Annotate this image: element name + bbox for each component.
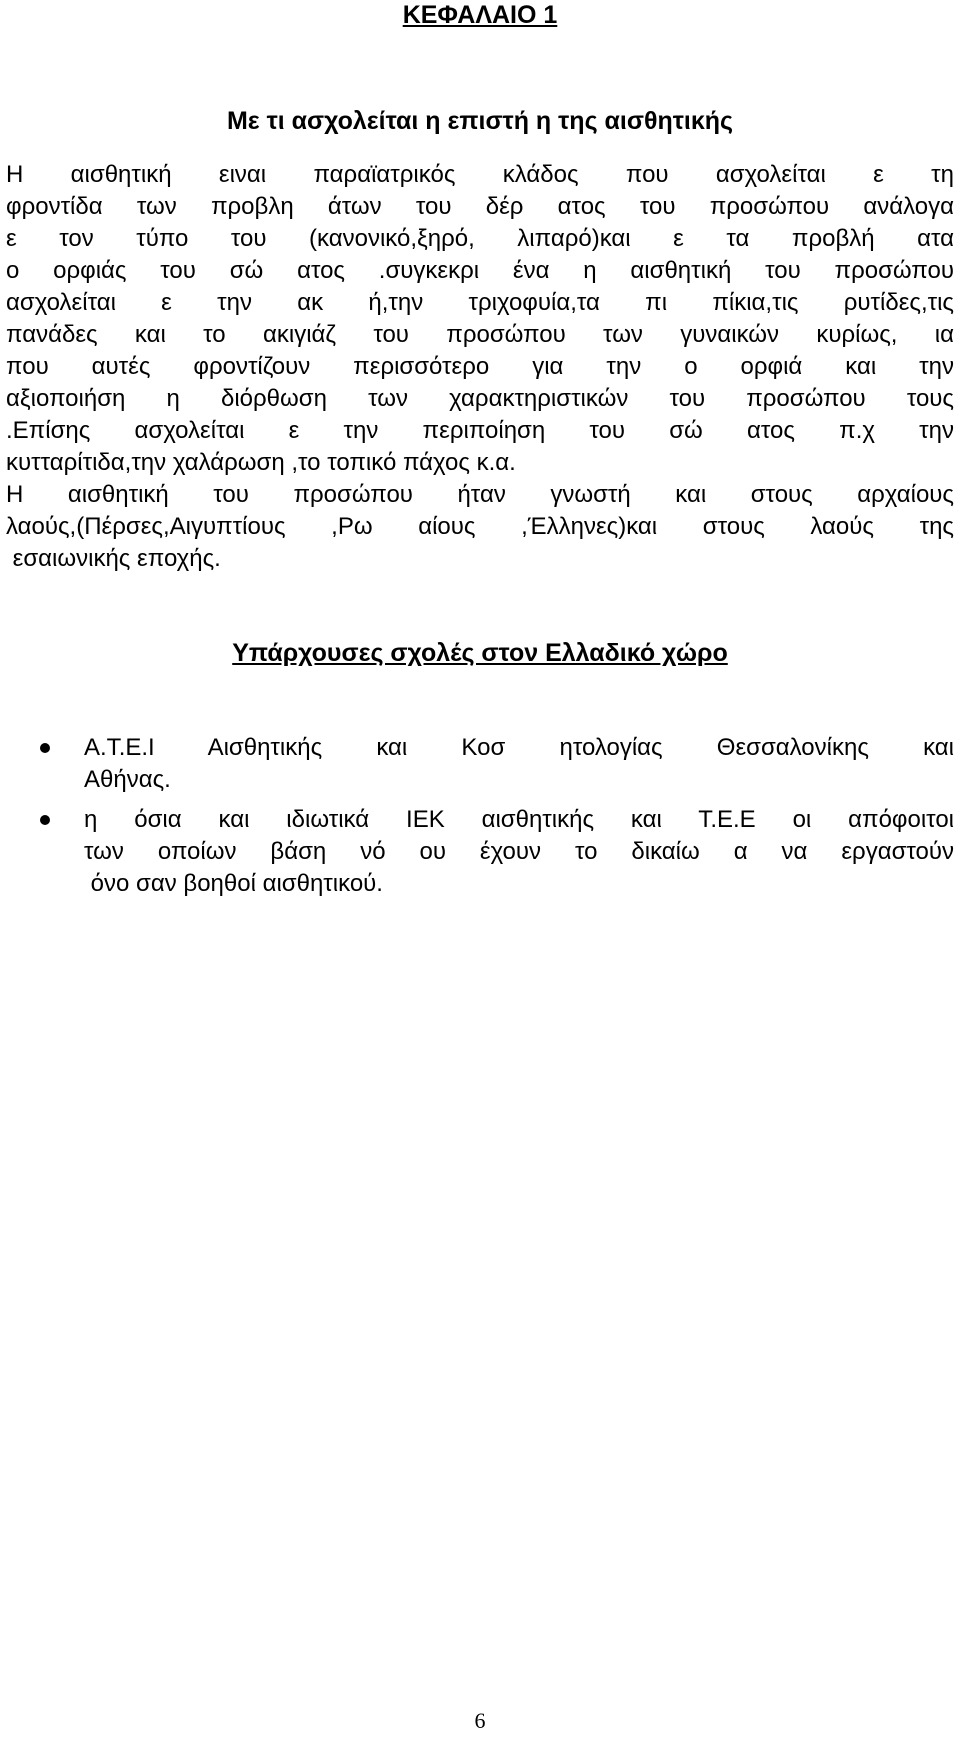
section-title: Με τι ασχολείται η επιστή η της αισθητικής <box>226 107 734 135</box>
paragraph-line: .Επίσης ασχολείται ε την περιποίηση του σώ ατος π.χ την <box>6 417 954 444</box>
list-item-line: η όσια και ιδιωτικά ΙΕΚ αισθητικής και Τ.Ε.Ε οι απόφοιτοι <box>84 806 954 833</box>
chapter-title: ΚΕΦΑΛΑΙΟ 1 <box>402 1 558 29</box>
paragraph-line: λαούς,(Πέρσες,Αιγυπτίους ,Ρω αίους ,Έλληνες)και στους λαούς της <box>6 513 954 540</box>
list-item-line: όνο σαν βοηθοί αισθητικού. <box>84 870 383 897</box>
paragraph-line: αξιοποιήση η διόρθωση των χαρακτηριστικών του προσώπου τους <box>6 385 954 412</box>
paragraph-line: ο ορφιάς του σώ ατος .συγκεκρι ένα η αισθητική του προσώπου <box>6 257 954 284</box>
paragraph-line: πανάδες και το ακιγιάζ του προσώπου των γυναικών κυρίως, ια <box>6 321 954 348</box>
paragraph-line: που αυτές φροντίζουν περισσότερο για την ο ορφιά και την <box>6 353 954 380</box>
list-item-line: Α.Τ.Ε.Ι Αισθητικής και Κοσ ητολογίας Θεσσαλονίκης και <box>84 734 954 761</box>
paragraph-line: Η αισθητική του προσώπου ήταν γνωστή και στους αρχαίους <box>6 481 954 508</box>
schools-heading: Υπάρχουσες σχολές στον Ελλαδικό χώρο <box>232 639 728 667</box>
paragraph-line: Η αισθητική ειναι παραϊατρικός κλάδος που ασχολείται ε τη <box>6 161 954 188</box>
paragraph-line: ασχολείται ε την ακ ή,την τριχοφυία,τα πι πίκια,τις ρυτίδες,τις <box>6 289 954 316</box>
list-item-line: Αθήνας. <box>84 766 171 793</box>
paragraph-line: φροντίδα των προβλη άτων του δέρ ατος του προσώπου ανάλογα <box>6 193 954 220</box>
bullet-icon <box>40 815 50 825</box>
list-item-line: των οποίων βάση νό ου έχουν το δικαίω α να εργαστούν <box>84 838 954 865</box>
paragraph-line: εσαιωνικής εποχής. <box>6 545 221 572</box>
page-number: 6 <box>474 1708 486 1733</box>
paragraph-line: ε τον τύπο του (κανονικό,ξηρό, λιπαρό)και ε τα προβλή ατα <box>6 225 954 252</box>
paragraph-line: κυτταρίτιδα,την χαλάρωση ,το τοπικό πάχος κ.α. <box>6 449 516 476</box>
bullet-icon <box>40 743 50 753</box>
